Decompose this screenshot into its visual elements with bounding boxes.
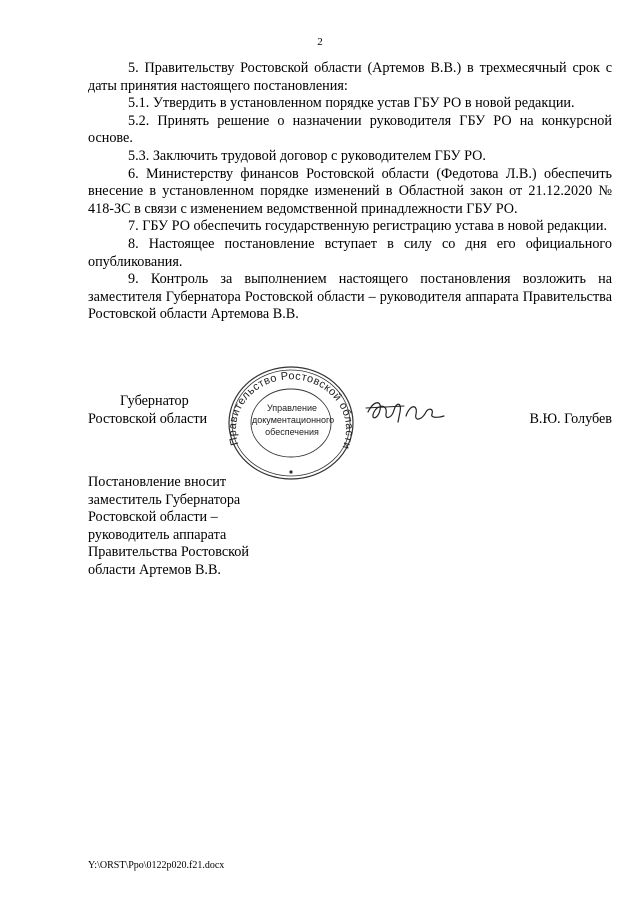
paragraph-5-1: 5.1. Утвердить в установленном порядке устав ГБУ РО в новой редакции. — [128, 95, 575, 112]
document-body — [88, 60, 612, 324]
submitter-line-3: Ростовской области – — [88, 509, 218, 526]
submitter-line-1: Постановление вносит — [88, 474, 227, 490]
seal-center-line2: документационного — [252, 415, 335, 425]
handwritten-signature — [364, 394, 454, 426]
paragraph-5: 5. Правительству Ростовской области (Артемов В.В.) в трехмесячный срок с даты принятия настоящего постановления: — [88, 60, 612, 94]
submitter-line-4: руководитель аппарата — [88, 526, 227, 543]
submitter-line-6: области Артемов В.В. — [88, 561, 221, 578]
submitter-line-5: Правительства Ростовской — [88, 544, 249, 561]
paragraph-8: 8. Настоящее постановление вступает в силу со дня его официального опубликования. — [88, 235, 612, 270]
page-number: 2 — [317, 36, 323, 48]
governor-title-line2: Ростовской области — [88, 411, 208, 427]
paragraph-5-3: 5.3. Заключить трудовой договор с руководителем ГБУ РО. — [128, 147, 486, 164]
seal-ring-text: Правительство Ростовской области — [226, 370, 356, 451]
submitter-block — [88, 474, 308, 580]
paragraph-7: 7. ГБУ РО обеспечить государственную регистрацию устава в новой редакции. — [128, 218, 608, 235]
governor-name: В.Ю. Голубев — [529, 411, 612, 427]
seal-center-text — [252, 402, 335, 438]
paragraph-5-2: 5.2. Принять решение о назначении руководителя ГБУ РО на конкурсной основе. — [88, 112, 612, 147]
file-path-footer: Y:\ORST\Ppo\0122p020.f21.docx — [88, 860, 225, 871]
seal-center-line1: Управление — [266, 403, 318, 413]
governor-title-line1: Губернатор — [120, 393, 189, 409]
paragraph-6: 6. Министерству финансов Ростовской области (Федотова Л.В.) обеспечить внесение в установленном порядке изменений в Областной закон от 21.12.2020 № 418-ЗС в связи с изменением ведомственной принадлежности ГБУ РО. — [88, 165, 612, 217]
seal-center-line3: обеспечения — [265, 427, 319, 437]
submitter-line-2: заместитель Губернатора — [88, 491, 241, 508]
paragraph-9: 9. Контроль за выполнением настоящего постановления возложить на заместителя Губернатора Ростовской области – руководителя аппарата Правительства Ростовской области Артемова В.В. — [88, 271, 612, 323]
